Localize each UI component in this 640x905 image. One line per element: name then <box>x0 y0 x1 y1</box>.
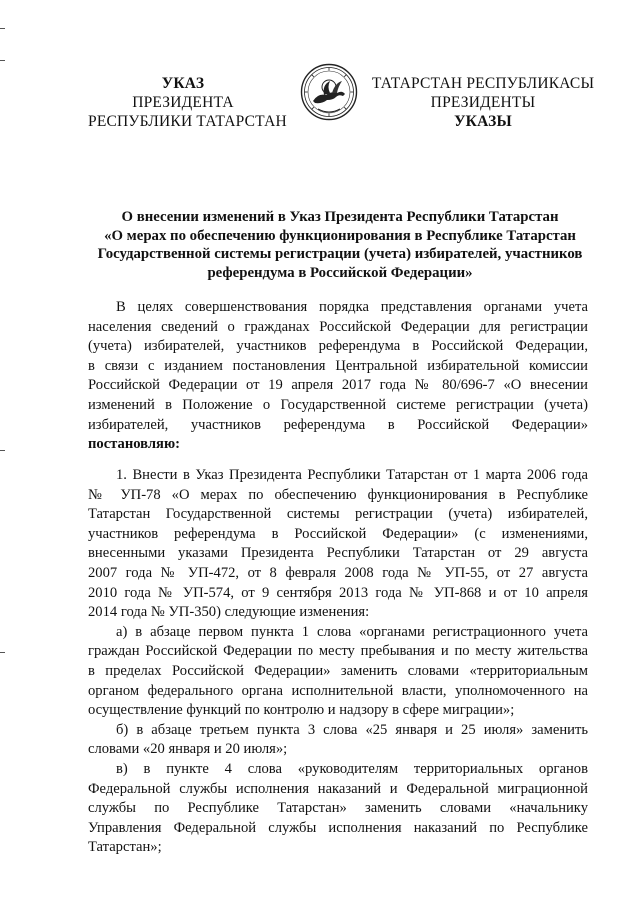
text-line: 2010 года № УП-574, от 9 сентября 2013 года № УП-868 и от 10 апреля <box>88 584 588 601</box>
document-title <box>60 208 620 282</box>
header-left-line: ПРЕЗИДЕНТА <box>132 94 234 111</box>
text-line: осуществление функций по контролю и надзору в сфере миграции»; <box>88 702 515 719</box>
preamble-paragraph <box>88 298 588 455</box>
header-left <box>88 74 287 131</box>
text-line: 1. Внести в Указ Президента Республики Татарстан от 1 марта 2006 года <box>116 467 588 483</box>
text-line: участников референдума в Российской Федерации» (с изменениями, <box>88 525 588 542</box>
item-1-paragraph <box>88 466 588 858</box>
text-line: (учета) избирателей, участников референдума в Российской Федерации, <box>88 338 588 355</box>
text-line: а) в абзаце первом пункта 1 слова «органами регистрационного учета <box>116 623 588 640</box>
title-line: Государственной системы регистрации (учета) избирателей, участников <box>97 246 583 262</box>
title-line: О внесении изменений в Указ Президента Республики Татарстан <box>121 209 559 225</box>
text-line: б) в абзаце третьем пункта 3 слова «25 января и 25 июля» заменить <box>116 721 588 738</box>
header-left-line: РЕСПУБЛИКИ ТАТАРСТАН <box>88 113 287 130</box>
text-line: изменений в Положение о Государственной системе регистрации (учета) <box>88 396 588 413</box>
text-line: в пределах Российской Федерации» заменить словами «территориальным <box>88 662 588 679</box>
text-line: избирателей, участников референдума в Российской Федерации» <box>88 416 588 433</box>
text-line: граждан Российской Федерации по месту пребывания и по месту жительства <box>88 643 588 660</box>
title-line: референдума в Российской Федерации» <box>207 264 473 281</box>
scan-edge-mark <box>0 450 5 451</box>
text-line: 2014 года № УП-350) следующие изменения: <box>88 604 370 621</box>
text-line: словами «20 января и 20 июля»; <box>88 741 288 758</box>
scan-edge-mark <box>0 28 5 29</box>
text-line: Российской Федерации от 19 апреля 2017 года № 80/696-7 «О внесении <box>88 377 588 394</box>
scan-edge-mark <box>0 652 5 653</box>
text-line: органом федерального органа исполнительной власти, уполномоченного на <box>88 682 588 699</box>
resolve-word: постановляю: <box>88 436 180 453</box>
header-right-line: ТАТАРСТАН РЕСПУБЛИКАСЫ <box>371 75 595 92</box>
text-line: службы по Республике Татарстан» заменить словами «начальнику <box>88 800 588 817</box>
text-line: населения сведений о гражданах Российской Федерации для регистрации <box>88 318 588 335</box>
text-line: внесенными указами Президента Республики Татарстан от 29 августа <box>88 545 588 562</box>
header-right-line: ПРЕЗИДЕНТЫ <box>430 94 536 111</box>
text-line: Управления Федеральной службы исполнения наказаний по Республике <box>88 819 588 836</box>
coat-of-arms-icon <box>300 63 358 121</box>
text-line: в связи с изданием постановления Центральной избирательной комиссии <box>88 357 588 374</box>
header-right <box>368 74 598 131</box>
text-line: 2007 года № УП-472, от 8 февраля 2008 года № УП-55, от 27 августа <box>88 564 588 581</box>
header-left-line: УКАЗ <box>161 75 205 92</box>
text-line: Татарстан Государственной системы регистрации (учета) избирателей, <box>88 506 588 523</box>
text-line: Федеральной службы исполнения наказаний и Федеральной миграционной <box>88 780 588 797</box>
scan-edge-mark <box>0 60 5 61</box>
text-line: В целях совершенствования порядка представления органами учета <box>116 299 588 315</box>
header-right-line: УКАЗЫ <box>454 113 512 130</box>
text-line: № УП-78 «О мерах по обеспечению функционирования в Республике <box>88 486 588 503</box>
text-line: в) в пункте 4 слова «руководителям территориальных органов <box>116 760 588 777</box>
text-line: Татарстан»; <box>88 839 162 856</box>
title-line: «О мерах по обеспечению функционирования в Республике Татарстан <box>104 227 576 244</box>
